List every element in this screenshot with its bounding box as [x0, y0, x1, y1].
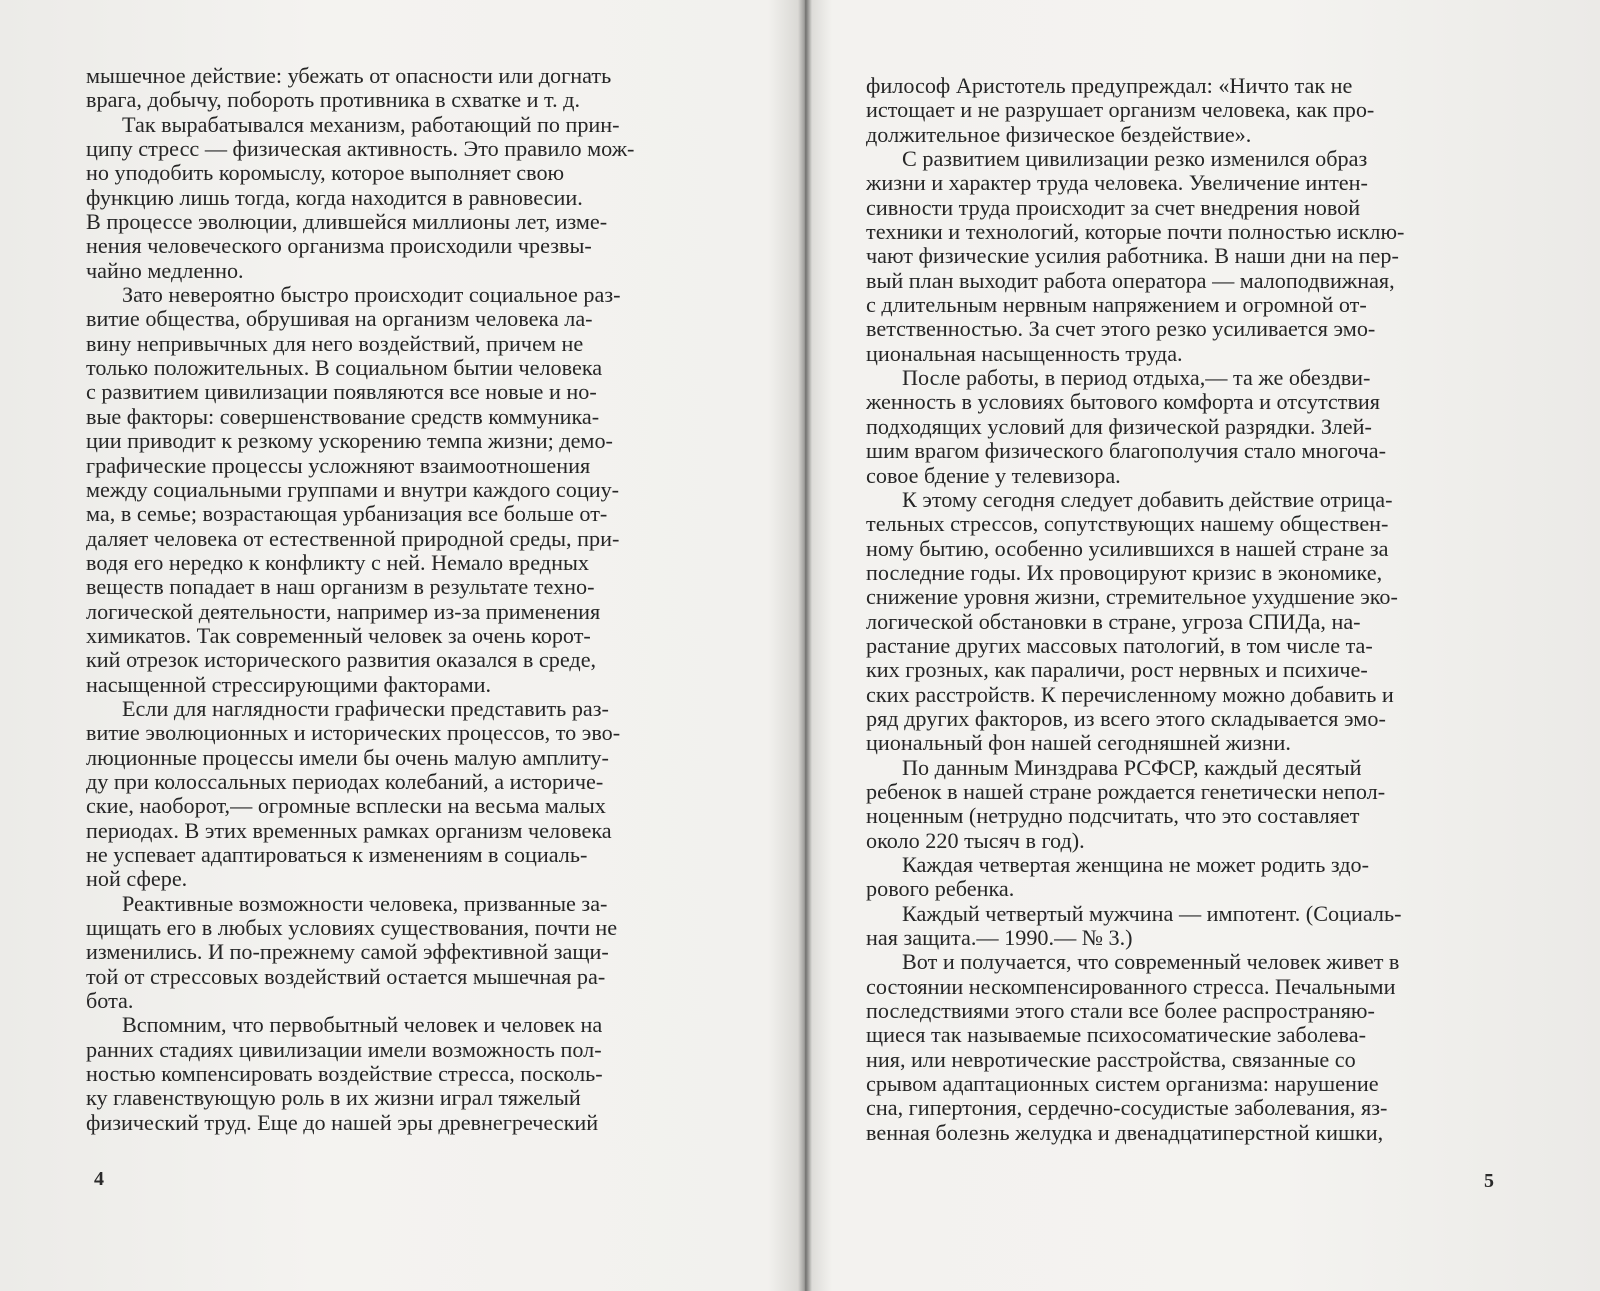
page-number-left: 4: [94, 1168, 104, 1190]
right-paragraph: Каждая четвертая женщина не может родить здо- рового ребенка.: [866, 852, 1370, 902]
right-paragraph: философ Аристотель предупреждал: «Ничто так не истощает и не разрушает организм человека, как про- должительное физическое бездействие».: [866, 73, 1375, 147]
right-paragraph: К этому сегодня следует добавить действие отрица- тельных стрессов, сопутствующих нашему обществен- ному бытию, особенно усилившихся в нашей стране за последние годы. Их провоцируют кризис в экономике, снижение уровня жизни, стремительное ухудшение эко- логической обстановки в стране, угроза СПИДа, на- растание других массовых патологий, в том числе та- ких грозных, как параличи, рост нервных и психиче- ских расстройств. К перечисленному можно добавить и ряд других факторов, из всего этого складывается эмо- циональный фон нашей сегодняшней жизни.: [866, 486, 1398, 756]
right-paragraph: Вот и получается, что современный человек живет в состоянии нескомпенсированного стресса. Печальными последствиями этого стали все более распространяю- щиеся так называемые психосоматические заболева- ния, или невротические расстройства, связанные со срывом адаптационных систем организма: нарушение сна, гипертония, сердечно-сосудистые заболевания, яз- венная болезнь желудка и двенадцатиперстной кишки,: [866, 949, 1400, 1145]
left-paragraph: Так вырабатывался механизм, работающий по прин- ципу стресс — физическая активность. Это правило мож- но уподобить коромыслу, которое выполняет свою функцию лишь тогда, когда находится в равновесии. В процессе эволюции, длившейся миллионы лет, изме- нения человеческого организма происходили чрезвы- чайно медленно.: [86, 111, 635, 283]
left-paragraph: мышечное действие: убежать от опасности или догнать врага, добычу, побороть противника в схватке и т. д.: [86, 63, 612, 113]
left-paragraph: Реактивные возможности человека, призванные за- щищать его в любых условиях существования, почти не изменились. И по-прежнему самой эффективной защи- той от стрессовых воздействий остается мышечная ра- бота.: [86, 890, 618, 1014]
page-number-right: 5: [1484, 1170, 1494, 1192]
left-page: [0, 0, 799, 1291]
left-page-text: [86, 64, 728, 1135]
right-paragraph: Каждый четвертый мужчина — импотент. (Социаль- ная защита.— 1990.— № 3.): [866, 900, 1402, 951]
left-paragraph: Зато невероятно быстро происходит социальное раз- витие общества, обрушивая на организм человека ла- вину непривычных для него воздействий, причем не только положительных. В социальном бытии человека с развитием цивилизации появляются все новые и но- вые факторы: совершенствование средств коммуника- ции приводит к резкому ускорению темпа жизни; демо- графические процессы усложняют взаимоотношения между социальными группами и внутри каждого социу- ма, в семье; возрастающая урбанизация все больше от- даляет человека от естественной природной среды, при- водя его нередко к конфликту с ней. Немало вредных веществ попадает в наш организм в результате техно- логической деятельности, например из-за применения химикатов. Так современный человек за очень корот- кий отрезок исторического развития оказался в среде, насыщенной стрессирующими факторами.: [86, 282, 621, 697]
right-page-text: [866, 74, 1544, 1145]
book-gutter: [798, 0, 812, 1291]
right-paragraph: По данным Минздрава РСФСР, каждый десятый ребенок в нашей стране рождается генетически непол- ноценным (нетрудно подсчитать, что это составляет около 220 тысяч в год).: [866, 754, 1386, 853]
right-page: [812, 0, 1600, 1291]
right-paragraph: После работы, в период отдыха,— та же обездви- женность в условиях бытового комфорта и отсутствия подходящих условий для физической разрядки. Злей- шим врагом физического благополучия стало многоча- совое бдение у телевизора.: [866, 365, 1386, 488]
left-paragraph: Вспомним, что первобытный человек и человек на ранних стадиях цивилизации имели возможность пол- ностью компенсировать воздействие стресса, посколь- ку главенствующую роль в их жизни играл тяжелый физический труд. Еще до нашей эры древнегреческий: [86, 1012, 603, 1135]
right-paragraph: С развитием цивилизации резко изменился образ жизни и характер труда человека. Увеличение интен- сивности труда происходит за счет внедрения новой техники и технологий, которые почти полностью исклю- чают физические усилия работника. В наши дни на пер- вый план выходит работа оператора — малоподвижная, с длительным нервным напряжением и огромной от- ветственностью. За счет этого резко усиливается эмо- циональная насыщенность труда.: [866, 146, 1405, 366]
left-paragraph: Если для наглядности графически представить раз- витие эволюционных и исторических процессов, то эво- люционные процессы имели бы очень малую амплиту- ду при колоссальных периодах колебаний, а историче- ские, наоборот,— огромные всплески на весьма малых периодах. В этих временных рамках организм человека не успевает адаптироваться к изменениям в социаль- ной сфере.: [86, 695, 621, 892]
